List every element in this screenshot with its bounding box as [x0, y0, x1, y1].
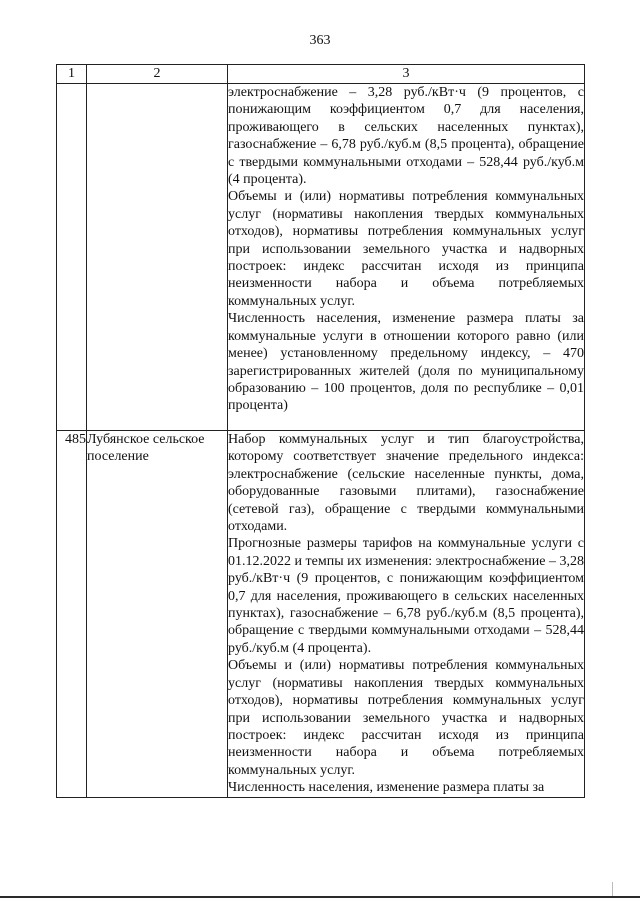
page-bottom-rule [0, 896, 640, 898]
municipality-name: Лубянское сельское поселение [87, 431, 228, 798]
municipality-name [87, 84, 228, 431]
table-header-row [57, 65, 585, 84]
tariff-table [56, 64, 585, 798]
row-number [57, 84, 87, 431]
paragraph-norms: Объемы и (или) нормативы потребления коммунальных услуг (нормативы накопления твердых коммунальных отходов), нормативы потребления коммунальных услуг при использовании земельного участка и надворных построек: индекс рассчитан исходя из принципа неизменности набора и объема потребляемых коммунальных услуг. [228, 658, 584, 778]
scan-artifact [612, 882, 613, 896]
row-number: 485 [57, 431, 87, 798]
table-row [57, 431, 585, 798]
row-description [228, 431, 585, 798]
table-row [57, 84, 585, 431]
page-number: 363 [309, 33, 331, 48]
paragraph-norms: Объемы и (или) нормативы потребления коммунальных услуг (нормативы накопления твердых коммунальных отходов), нормативы потребления коммунальных услуг при использовании земельного участка и надворных построек: индекс рассчитан исходя из принципа неизменности набора и объема потребляемых коммунальных услуг. [228, 189, 584, 309]
paragraph-population: Численность населения, изменение размера платы за коммунальные услуги в отношении которого равно (или менее) установленному предельному индексу, – 470 зарегистрированных жителей (доля по муниципальному образованию – 100 процентов, доля по республике – 0,01 процента) [228, 311, 584, 414]
paragraph-population: Численность населения, изменение размера платы за [228, 780, 545, 796]
column-header-1: 1 [57, 65, 87, 84]
paragraph-tariffs: Прогнозные размеры тарифов на коммунальные услуги с 01.12.2022 и темпы их изменения: электроснабжение – 3,28 руб./кВт·ч (9 процентов, с понижающим коэффициентом 0,7 для населения, проживающего в сельских населенных пунктах), газоснабжение – 6,78 руб./куб.м (8,5 процента), обращение с твердыми коммунальными отходами – 528,44 руб./куб.м (4 процента). [228, 536, 584, 656]
column-header-3: 3 [228, 65, 585, 84]
paragraph-tariffs: электроснабжение – 3,28 руб./кВт·ч (9 процентов, с понижающим коэффициентом 0,7 для населения, проживающего в сельских населенных пунктах), газоснабжение – 6,78 руб./куб.м (8,5 процента), обращение с твердыми коммунальными отходами – 528,44 руб./куб.м (4 процента). [228, 85, 584, 188]
column-header-2: 2 [87, 65, 228, 84]
paragraph-services-set: Набор коммунальных услуг и тип благоустройства, которому соответствует значение предельного индекса: электроснабжение (сельские населенные пункты, дома, оборудованные газовыми плитами), газоснабжение (сетевой газ), обращение с твердыми коммунальными отходами. [228, 432, 584, 535]
row-description [228, 84, 585, 431]
